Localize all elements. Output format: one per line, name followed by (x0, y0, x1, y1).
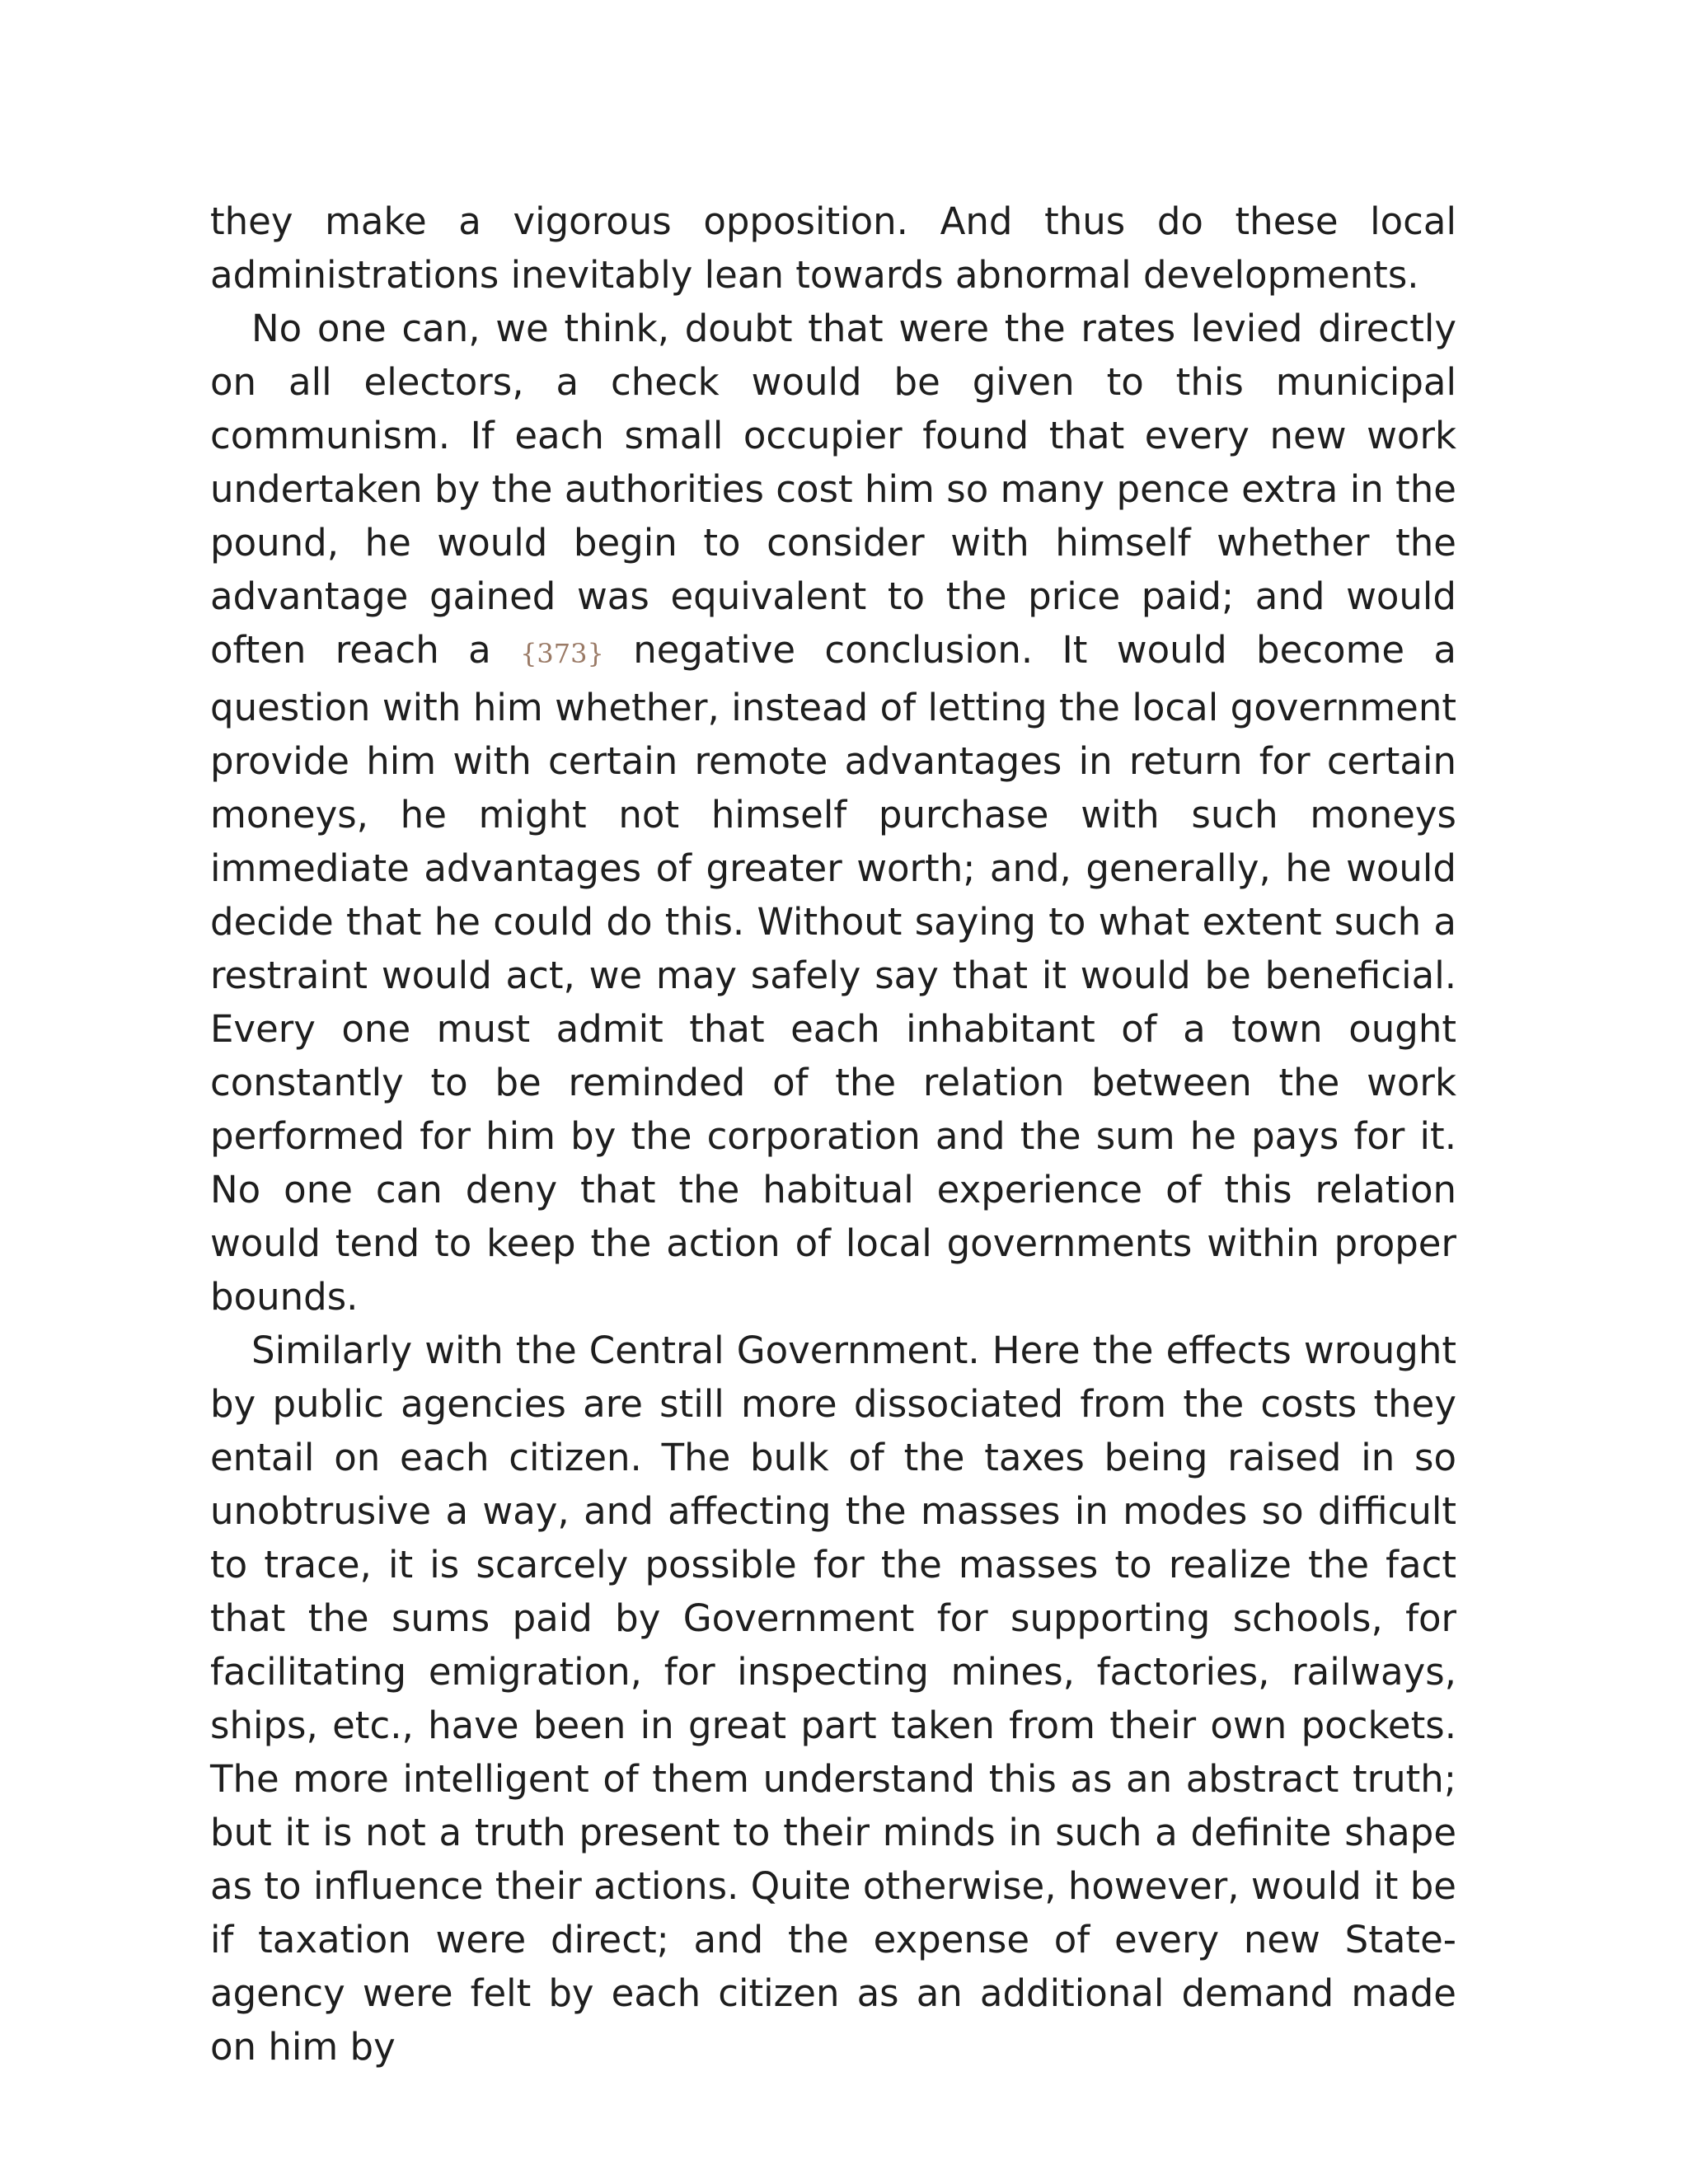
paragraph-text: negative conclusion. It would become a question with him whether, instead of letting the local government provide him with certain remote advantages in return for certain moneys, he might not himself purchase with such moneys immediate advantages of greater worth; and, generally, he would decide that he could do this. Without saying to what extent such a restraint would act, we may safely say that it would be beneficial. Every one must admit that each inhabitant of a town ought constantly to be reminded of the relation between the work performed for him by the corporation and the sum he pays for it. No one can deny that the habitual experience of this relation would tend to keep the action of local governments within proper bounds. (210, 628, 1457, 1319)
document-body (210, 194, 1456, 2074)
page-number-marker[interactable]: {373} (520, 638, 604, 669)
paragraph-text: No one can, we think, doubt that were the rates levied directly on all electors, a check would be given to this municipal communism. If each small occupier found that every new work undertaken by the authorities cost him so many pence extra in the pound, he would begin to consider with himself whether the advantage gained was equivalent to the price paid; and would often reach a (210, 307, 1456, 672)
paragraph-continuation: they make a vigorous opposition. And thus do these local administrations inevitably lean towards abnormal developments. (210, 199, 1456, 297)
paragraph-central-government: Similarly with the Central Government. Here the effects wrought by public agencies are still more dissociated from the costs they entail on each citizen. The bulk of the taxes being raised in so unobtrusive a way, and affecting the masses in modes so difficult to trace, it is scarcely possible for the masses to realize the fact that the sums paid by Government for supporting schools, for facilitating emigration, for inspecting mines, factories, railways, ships, etc., have been in great part taken from their own pockets. The more intelligent of them understand this as an abstract truth; but it is not a truth present to their minds in such a definite shape as to influence their actions. Quite otherwise, however, would it be if taxation were direct; and the expense of every new State-agency were felt by each citizen as an additional demand made on him by (210, 1329, 1456, 2069)
paragraph-municipal-rates (210, 302, 1456, 1324)
